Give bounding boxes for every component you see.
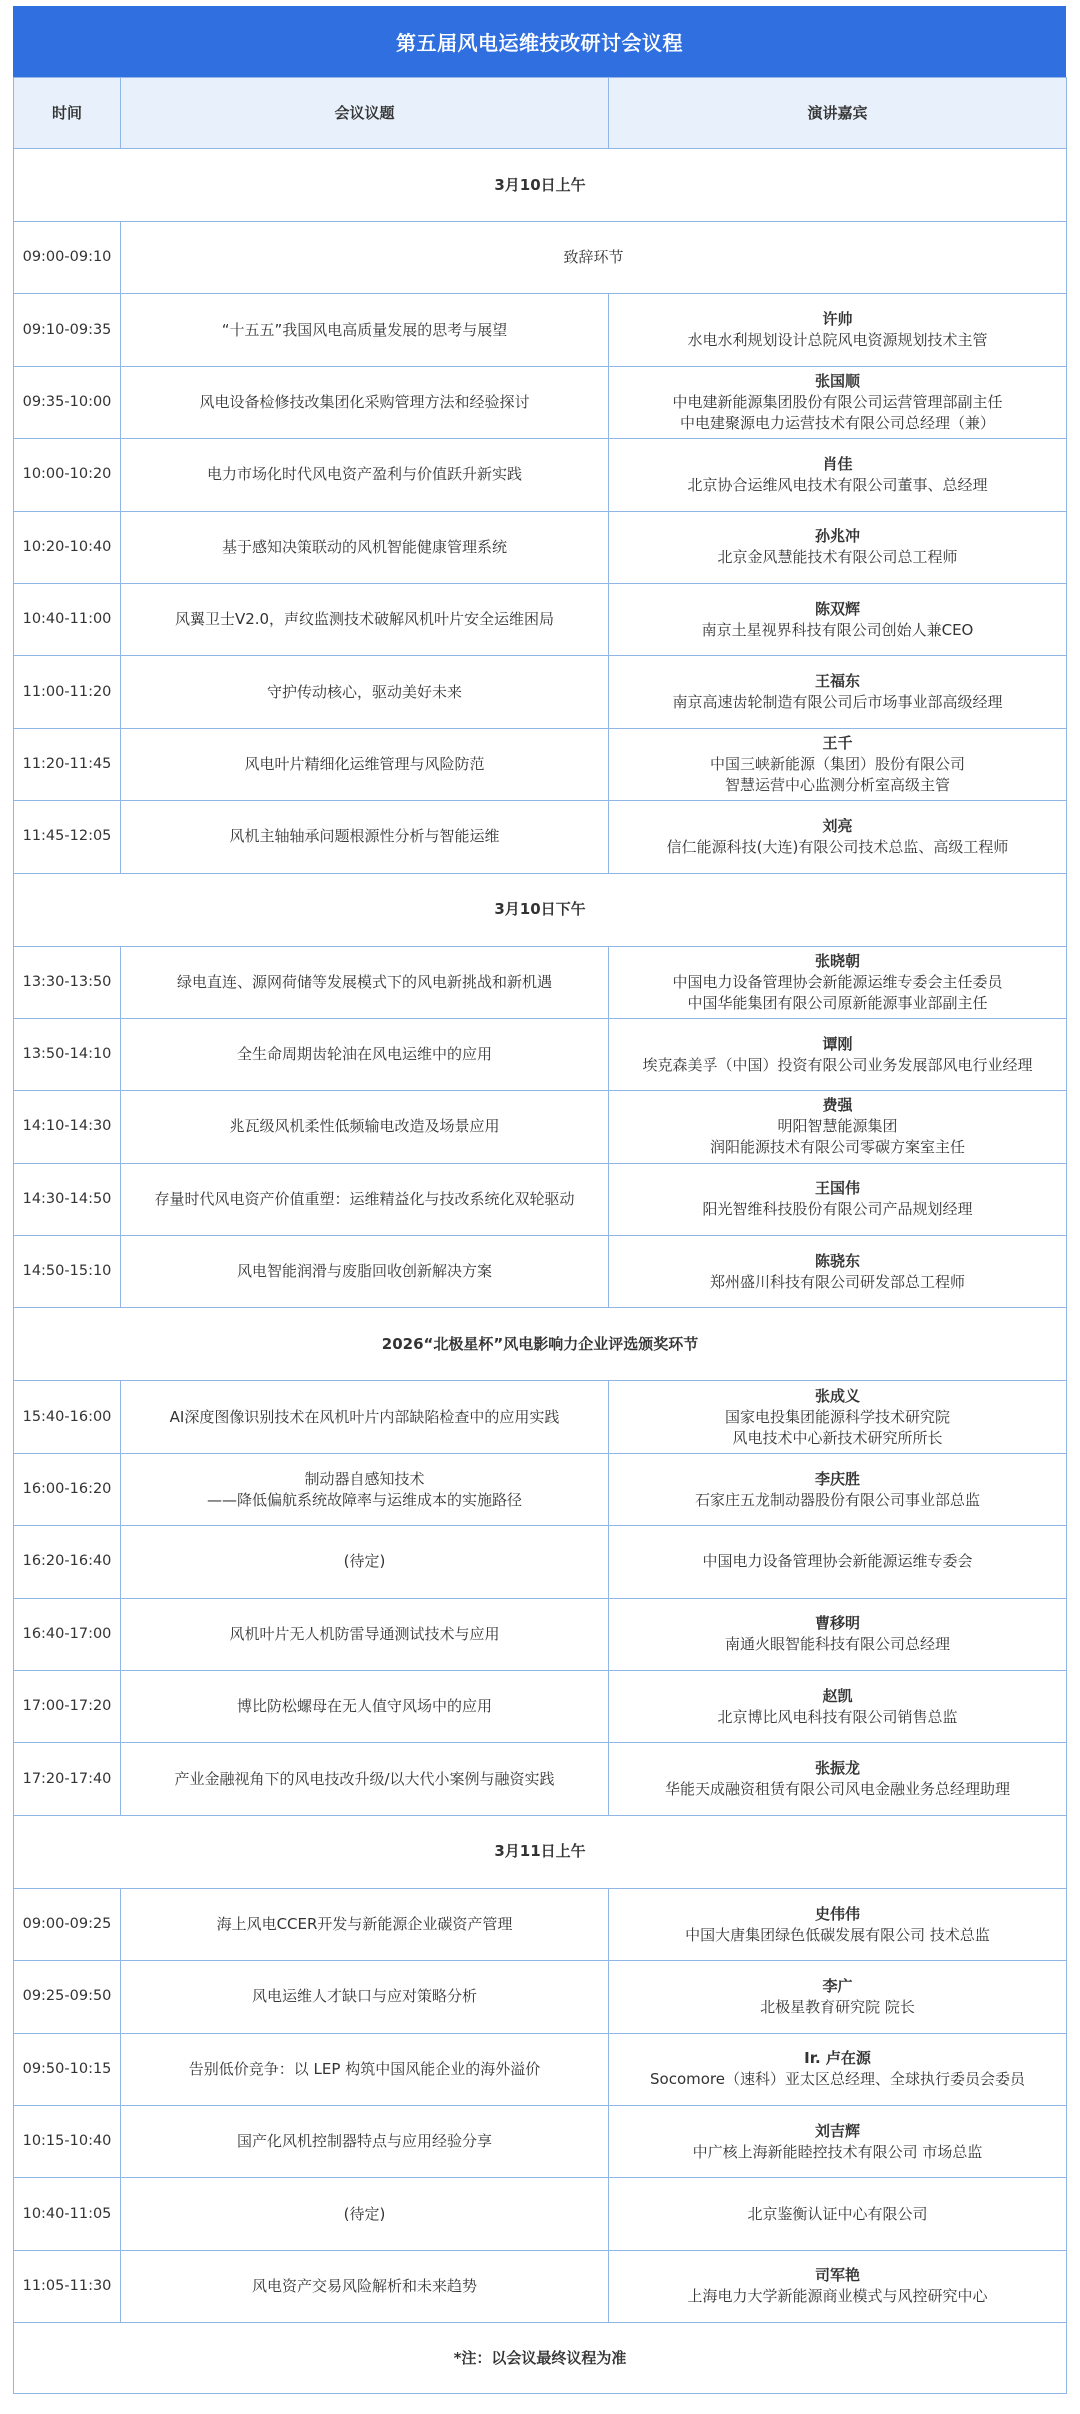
topic-line: 风电设备检修技改集团化采购管理方法和经验探讨 xyxy=(199,392,530,411)
speaker-name: 李广 xyxy=(822,1976,853,1995)
header-row xyxy=(14,78,1067,149)
time-cell: 11:20-11:45 xyxy=(14,728,121,800)
speaker-affiliation: 水电水利规划设计总院风电资源规划技术主管 xyxy=(687,331,988,350)
agenda-row xyxy=(14,1526,1067,1598)
speaker-cell xyxy=(609,656,1067,728)
topic-cell xyxy=(121,1381,609,1453)
speaker-name: 王福东 xyxy=(814,672,860,691)
time-cell: 10:40-11:05 xyxy=(14,2178,121,2250)
speaker-name: 史伟伟 xyxy=(814,1904,860,1923)
agenda-table xyxy=(13,77,1067,2394)
speaker-affiliation: Socomore（速科）亚太区总经理、全球执行委员会委员 xyxy=(650,2070,1025,2089)
agenda-row xyxy=(14,1961,1067,2033)
topic-line: 海上风电CCER开发与新能源企业碳资产管理 xyxy=(216,1915,513,1933)
speaker-cell xyxy=(609,1888,1067,1960)
speaker-cell xyxy=(609,1598,1067,1670)
topic-line: (待定) xyxy=(343,1552,386,1571)
time-cell: 16:40-17:00 xyxy=(14,1598,121,1670)
topic-cell xyxy=(121,1888,609,1960)
speaker-affiliation: 风电技术中心新技术研究所所长 xyxy=(732,1428,943,1447)
topic-cell xyxy=(121,294,609,366)
speaker-affiliation: 华能天成融资租赁有限公司风电金融业务总经理助理 xyxy=(664,1780,1010,1799)
section-label: 3月10日下午 xyxy=(14,873,1067,946)
speaker-affiliation: 上海电力大学新能源商业模式与风控研究中心 xyxy=(687,2287,988,2306)
speaker-affiliation: 明阳智慧能源集团 xyxy=(777,1117,898,1136)
topic-cell xyxy=(121,1526,609,1598)
topic-line: 基于感知决策联动的风机智能健康管理系统 xyxy=(221,537,507,556)
speaker-affiliation: 国家电投集团能源科学技术研究院 xyxy=(724,1407,950,1426)
topic-cell xyxy=(121,1236,609,1308)
speaker-name: 赵凯 xyxy=(822,1686,853,1705)
speaker-cell xyxy=(609,1381,1067,1453)
speaker-cell xyxy=(609,2033,1067,2105)
topic-line: 兆瓦级风机柔性低频输电改造及场景应用 xyxy=(229,1117,500,1136)
agenda-row xyxy=(14,583,1067,655)
time-cell: 10:40-11:00 xyxy=(14,583,121,655)
topic-line: 风电运维人才缺口与应对策略分析 xyxy=(251,1987,477,2006)
note-row xyxy=(14,2323,1067,2394)
time-cell: 17:20-17:40 xyxy=(14,1743,121,1815)
agenda-title: 第五届风电运维技改研讨会议程 xyxy=(13,6,1066,77)
speaker-name: 许帅 xyxy=(822,310,853,329)
speaker-affiliation: 北京博比风电科技有限公司销售总监 xyxy=(717,1707,958,1726)
topic-line: 风电资产交易风险解析和未来趋势 xyxy=(251,2276,477,2295)
topic-line: 风机叶片无人机防雷导通测试技术与应用 xyxy=(229,1624,500,1643)
speaker-affiliation: 石家庄五龙制动器股份有限公司事业部总监 xyxy=(694,1490,980,1509)
topic-cell xyxy=(121,2250,609,2322)
header-time: 时间 xyxy=(14,78,121,149)
speaker-cell xyxy=(609,294,1067,366)
speaker-name: 曹移明 xyxy=(814,1614,860,1633)
topic-line: 风电叶片精细化运维管理与风险防范 xyxy=(244,754,485,773)
topic-line: 风机主轴轴承问题根源性分析与智能运维 xyxy=(229,827,500,846)
topic-cell xyxy=(121,1018,609,1090)
section-label: 3月11日上午 xyxy=(14,1815,1067,1888)
speaker-name: 李庆胜 xyxy=(814,1469,860,1488)
speaker-affiliation: 智慧运营中心监测分析室高级主管 xyxy=(724,775,950,794)
speaker-affiliation: 中国大唐集团绿色低碳发展有限公司 技术总监 xyxy=(685,1925,990,1944)
topic-line: 制动器自感知技术 xyxy=(304,1469,425,1488)
topic-line: (待定) xyxy=(343,2204,386,2223)
section-row xyxy=(14,873,1067,946)
topic-cell xyxy=(121,1743,609,1815)
time-cell: 09:00-09:25 xyxy=(14,1888,121,1960)
speaker-name: 肖佳 xyxy=(822,454,853,473)
agenda-row xyxy=(14,656,1067,728)
agenda-row xyxy=(14,946,1067,1018)
speaker-cell xyxy=(609,2178,1067,2250)
speaker-cell xyxy=(609,1743,1067,1815)
agenda-row xyxy=(14,439,1067,511)
agenda-row xyxy=(14,1743,1067,1815)
speaker-affiliation: 中国三峡新能源（集团）股份有限公司 xyxy=(709,754,965,773)
speaker-name: 张晓朝 xyxy=(814,951,860,970)
speaker-cell xyxy=(609,1453,1067,1525)
topic-cell xyxy=(121,656,609,728)
section-row xyxy=(14,1815,1067,1888)
speaker-affiliation: 阳光智维科技股份有限公司产品规划经理 xyxy=(702,1200,973,1219)
speaker-cell xyxy=(609,511,1067,583)
speaker-cell xyxy=(609,1163,1067,1235)
header-speaker: 演讲嘉宾 xyxy=(609,78,1067,149)
speaker-name: 王国伟 xyxy=(814,1179,860,1198)
agenda-row xyxy=(14,2105,1067,2177)
time-cell: 15:40-16:00 xyxy=(14,1381,121,1453)
speaker-affiliation: 郑州盛川科技有限公司研发部总工程师 xyxy=(709,1272,965,1291)
speaker-cell xyxy=(609,1091,1067,1163)
topic-line: AI深度图像识别技术在风机叶片内部缺陷检查中的应用实践 xyxy=(169,1407,560,1426)
agenda-container xyxy=(13,6,1066,2394)
speaker-cell xyxy=(609,439,1067,511)
agenda-row xyxy=(14,1671,1067,1743)
time-cell: 11:00-11:20 xyxy=(14,656,121,728)
speaker-affiliation: 润阳能源技术有限公司零碳方案室主任 xyxy=(709,1138,965,1157)
agenda-row xyxy=(14,1163,1067,1235)
speaker-affiliation: 埃克森美孚（中国）投资有限公司业务发展部风电行业经理 xyxy=(642,1055,1033,1074)
topic-cell xyxy=(121,1961,609,2033)
agenda-row xyxy=(14,1453,1067,1525)
agenda-row xyxy=(14,294,1067,366)
time-cell: 13:50-14:10 xyxy=(14,1018,121,1090)
time-cell: 09:50-10:15 xyxy=(14,2033,121,2105)
speaker-name: 刘亮 xyxy=(822,816,853,835)
speaker-name: 王千 xyxy=(822,733,853,752)
topic-line: 绿电直连、源网荷储等发展模式下的风电新挑战和新机遇 xyxy=(176,972,552,991)
speaker-cell xyxy=(609,1526,1067,1598)
topic-line: 电力市场化时代风电资产盈利与价值跃升新实践 xyxy=(206,465,522,484)
agenda-row xyxy=(14,366,1067,438)
speaker-name: 张振龙 xyxy=(814,1759,860,1778)
speaker-name: 张国顺 xyxy=(814,371,860,390)
agenda-row xyxy=(14,1888,1067,1960)
speaker-affiliation: 中国电力设备管理协会新能源运维专委会主任委员 xyxy=(672,972,1003,991)
agenda-body xyxy=(14,149,1067,2323)
speaker-affiliation: 北京协合运维风电技术有限公司董事、总经理 xyxy=(687,475,988,494)
topic-line: 存量时代风电资产价值重塑：运维精益化与技改系统化双轮驱动 xyxy=(154,1189,575,1208)
section-label: 3月10日上午 xyxy=(14,149,1067,222)
agenda-row xyxy=(14,2250,1067,2322)
speaker-name: 张成义 xyxy=(814,1386,860,1405)
time-cell: 17:00-17:20 xyxy=(14,1671,121,1743)
agenda-row xyxy=(14,511,1067,583)
speaker-affiliation: 南通火眼智能科技有限公司总经理 xyxy=(724,1635,950,1654)
time-cell: 10:15-10:40 xyxy=(14,2105,121,2177)
agenda-row xyxy=(14,1091,1067,1163)
time-cell: 09:00-09:10 xyxy=(14,222,121,294)
speaker-affiliation: 信仁能源科技(大连)有限公司技术总监、高级工程师 xyxy=(666,837,1009,856)
time-cell: 09:25-09:50 xyxy=(14,1961,121,2033)
topic-line: 风电智能润滑与废脂回收创新解决方案 xyxy=(236,1262,492,1281)
topic-cell xyxy=(121,1453,609,1525)
topic-line: 产业金融视角下的风电技改升级/以大代小案例与融资实践 xyxy=(174,1769,555,1788)
speaker-name: 刘吉辉 xyxy=(814,2121,860,2140)
speaker-affiliation: 中广核上海新能睦控技术有限公司 市场总监 xyxy=(692,2142,983,2161)
time-cell: 10:20-10:40 xyxy=(14,511,121,583)
speaker-affiliation: 中国华能集团有限公司原新能源事业部副主任 xyxy=(687,993,988,1012)
time-cell: 16:00-16:20 xyxy=(14,1453,121,1525)
agenda-row xyxy=(14,1598,1067,1670)
topic-cell xyxy=(121,366,609,438)
speaker-cell xyxy=(609,1961,1067,2033)
topic-line: 博比防松螺母在无人值守风场中的应用 xyxy=(236,1697,492,1716)
topic-cell xyxy=(121,728,609,800)
topic-cell xyxy=(121,1163,609,1235)
time-cell: 11:05-11:30 xyxy=(14,2250,121,2322)
topic-cell xyxy=(121,1091,609,1163)
speaker-cell xyxy=(609,946,1067,1018)
topic-line: 国产化风机控制器特点与应用经验分享 xyxy=(236,2132,492,2151)
speaker-cell xyxy=(609,1671,1067,1743)
time-cell: 16:20-16:40 xyxy=(14,1526,121,1598)
agenda-row xyxy=(14,728,1067,800)
speaker-affiliation: 南京土星视界科技有限公司创始人兼CEO xyxy=(701,620,974,639)
time-cell: 11:45-12:05 xyxy=(14,801,121,873)
topic-cell xyxy=(121,2033,609,2105)
speaker-affiliation: 中国电力设备管理协会新能源运维专委会 xyxy=(702,1552,973,1571)
speaker-cell xyxy=(609,1236,1067,1308)
topic-cell: 致辞环节 xyxy=(121,222,1067,294)
speaker-affiliation: 北京金风慧能技术有限公司总工程师 xyxy=(717,548,958,567)
speaker-cell xyxy=(609,583,1067,655)
topic-line: ——降低偏航系统故障率与运维成本的实施路径 xyxy=(206,1490,522,1509)
agenda-row xyxy=(14,1236,1067,1308)
time-cell: 09:10-09:35 xyxy=(14,294,121,366)
speaker-name: 陈骁东 xyxy=(814,1251,860,1270)
speaker-affiliation: 北京鉴衡认证中心有限公司 xyxy=(747,2204,928,2223)
topic-cell xyxy=(121,583,609,655)
speaker-affiliation: 南京高速齿轮制造有限公司后市场事业部高级经理 xyxy=(672,693,1003,712)
time-cell: 10:00-10:20 xyxy=(14,439,121,511)
speaker-name: Ir. 卢在源 xyxy=(804,2049,871,2068)
topic-cell xyxy=(121,511,609,583)
header-topic: 会议议题 xyxy=(121,78,609,149)
speaker-cell xyxy=(609,1018,1067,1090)
speaker-name: 费强 xyxy=(822,1096,853,1115)
speaker-affiliation: 北极星教育研究院 院长 xyxy=(760,1997,915,2016)
topic-cell xyxy=(121,2105,609,2177)
agenda-row xyxy=(14,801,1067,873)
section-label: 2026“北极星杯”风电影响力企业评选颁奖环节 xyxy=(14,1308,1067,1381)
speaker-affiliation: 中电建新能源集团股份有限公司运营管理部副主任 xyxy=(672,392,1003,411)
section-row xyxy=(14,149,1067,222)
agenda-row xyxy=(14,2178,1067,2250)
topic-line: 告别低价竞争：以 LEP 构筑中国风能企业的海外溢价 xyxy=(188,2059,541,2078)
speaker-cell xyxy=(609,366,1067,438)
speaker-name: 陈双辉 xyxy=(814,599,860,618)
agenda-row xyxy=(14,1018,1067,1090)
topic-cell xyxy=(121,1598,609,1670)
topic-line: “十五五”我国风电高质量发展的思考与展望 xyxy=(221,320,508,339)
time-cell: 14:30-14:50 xyxy=(14,1163,121,1235)
topic-line: 全生命周期齿轮油在风电运维中的应用 xyxy=(236,1045,492,1064)
note-text: *注：以会议最终议程为准 xyxy=(14,2323,1067,2394)
topic-cell xyxy=(121,439,609,511)
topic-cell xyxy=(121,2178,609,2250)
speaker-cell xyxy=(609,2105,1067,2177)
time-cell: 09:35-10:00 xyxy=(14,366,121,438)
agenda-row xyxy=(14,1381,1067,1453)
topic-line: 风翼卫士V2.0，声纹监测技术破解风机叶片安全运维困局 xyxy=(174,610,555,629)
topic-cell xyxy=(121,1671,609,1743)
topic-line: 守护传动核心，驱动美好未来 xyxy=(266,682,462,701)
speaker-cell xyxy=(609,728,1067,800)
topic-cell xyxy=(121,946,609,1018)
topic-cell xyxy=(121,801,609,873)
speaker-name: 司军艳 xyxy=(814,2266,860,2285)
time-cell: 14:10-14:30 xyxy=(14,1091,121,1163)
time-cell: 14:50-15:10 xyxy=(14,1236,121,1308)
speaker-name: 谭刚 xyxy=(822,1034,853,1053)
agenda-row xyxy=(14,2033,1067,2105)
section-row xyxy=(14,1308,1067,1381)
speaker-cell xyxy=(609,2250,1067,2322)
speaker-cell xyxy=(609,801,1067,873)
time-cell: 13:30-13:50 xyxy=(14,946,121,1018)
speaker-affiliation: 中电建聚源电力运营技术有限公司总经理（兼） xyxy=(679,413,995,432)
agenda-row xyxy=(14,222,1067,294)
speaker-name: 孙兆冲 xyxy=(814,527,860,546)
